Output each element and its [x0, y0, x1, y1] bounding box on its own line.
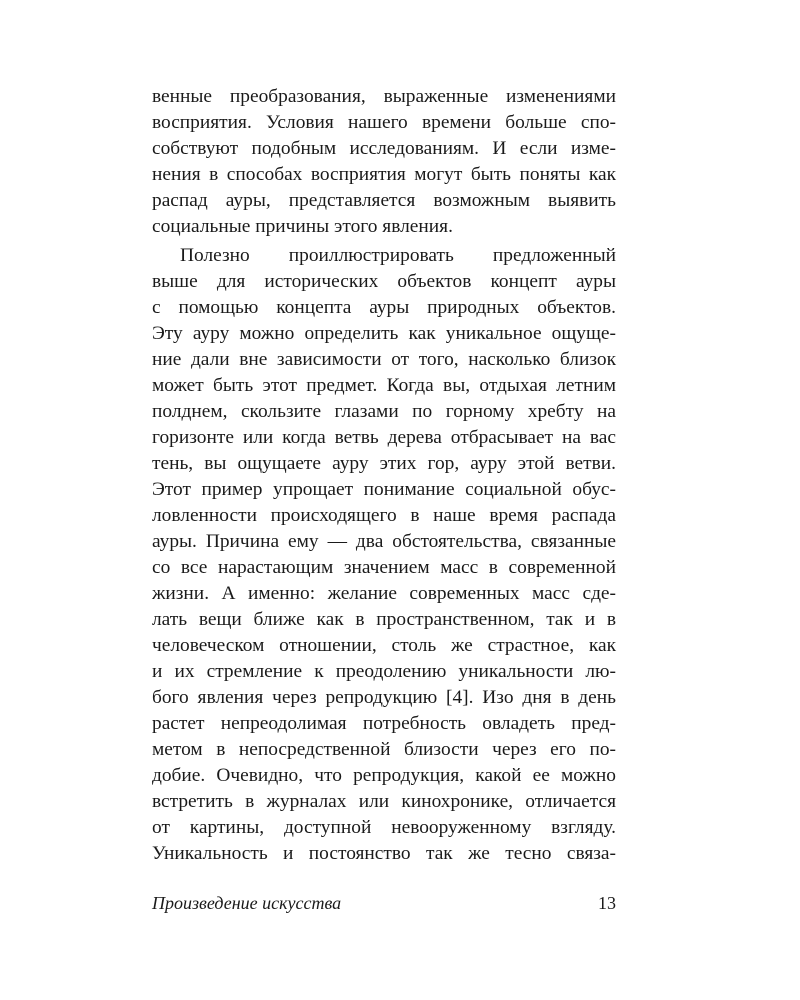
text-line: ловленности происходящего в наше время распада	[152, 505, 616, 526]
text-line: социальные причины этого явления.	[152, 216, 453, 237]
text-line: человеческом отношении, столь же страстное, как	[152, 635, 616, 656]
text-line: Этот пример упрощает понимание социальной обус-	[152, 479, 616, 500]
text-line: ауры. Причина ему — два обстоятельства, связанные	[152, 531, 616, 552]
text-line: венные преобразования, выраженные изменениями	[152, 86, 616, 107]
paragraph-1	[152, 84, 616, 240]
text-line: и их стремление к преодолению уникальности лю-	[152, 661, 616, 682]
page-footer	[152, 890, 616, 916]
paragraph-2	[152, 243, 616, 867]
text-line: жизни. А именно: желание современных масс сде-	[152, 583, 616, 604]
text-line: Уникальность и постоянство так же тесно связа-	[152, 843, 616, 864]
text-line: полднем, скользите глазами по горному хребту на	[152, 401, 616, 422]
text-line: с помощью концепта ауры природных объектов.	[152, 297, 616, 318]
text-line: растет непреодолимая потребность овладеть пред-	[152, 713, 616, 734]
text-line: от картины, доступной невооруженному взгляду.	[152, 817, 616, 838]
text-line: восприятия. Условия нашего времени больше спо-	[152, 112, 616, 133]
text-line: тень, вы ощущаете ауру этих гор, ауру этой ветви.	[152, 453, 616, 474]
text-line: ние дали вне зависимости от того, насколько близок	[152, 349, 616, 370]
text-line: бого явления через репродукцию [4]. Изо дня в день	[152, 687, 616, 708]
text-line: собствуют подобным исследованиям. И если изме-	[152, 138, 616, 159]
text-line: распад ауры, представляется возможным выявить	[152, 190, 616, 211]
text-line: Эту ауру можно определить как уникальное ощуще-	[152, 323, 616, 344]
text-line: Полезно проиллюстрировать предложенный	[180, 245, 616, 266]
text-line: горизонте или когда ветвь дерева отбрасывает на вас	[152, 427, 616, 448]
text-line: добие. Очевидно, что репродукция, какой ее можно	[152, 765, 616, 786]
text-line: нения в способах восприятия могут быть поняты как	[152, 164, 616, 185]
page-body	[152, 84, 616, 867]
text-line: может быть этот предмет. Когда вы, отдыхая летним	[152, 375, 616, 396]
text-line: выше для исторических объектов концепт ауры	[152, 271, 616, 292]
text-line: встретить в журналах или кинохронике, отличается	[152, 791, 616, 812]
page-number: 13	[598, 893, 616, 913]
text-line: лать вещи ближе как в пространственном, так и в	[152, 609, 616, 630]
running-title: Произведение искусства	[152, 893, 342, 913]
text-line: со все нарастающим значением масс в современной	[152, 557, 616, 578]
text-line: метом в непосредственной близости через его по-	[152, 739, 616, 760]
